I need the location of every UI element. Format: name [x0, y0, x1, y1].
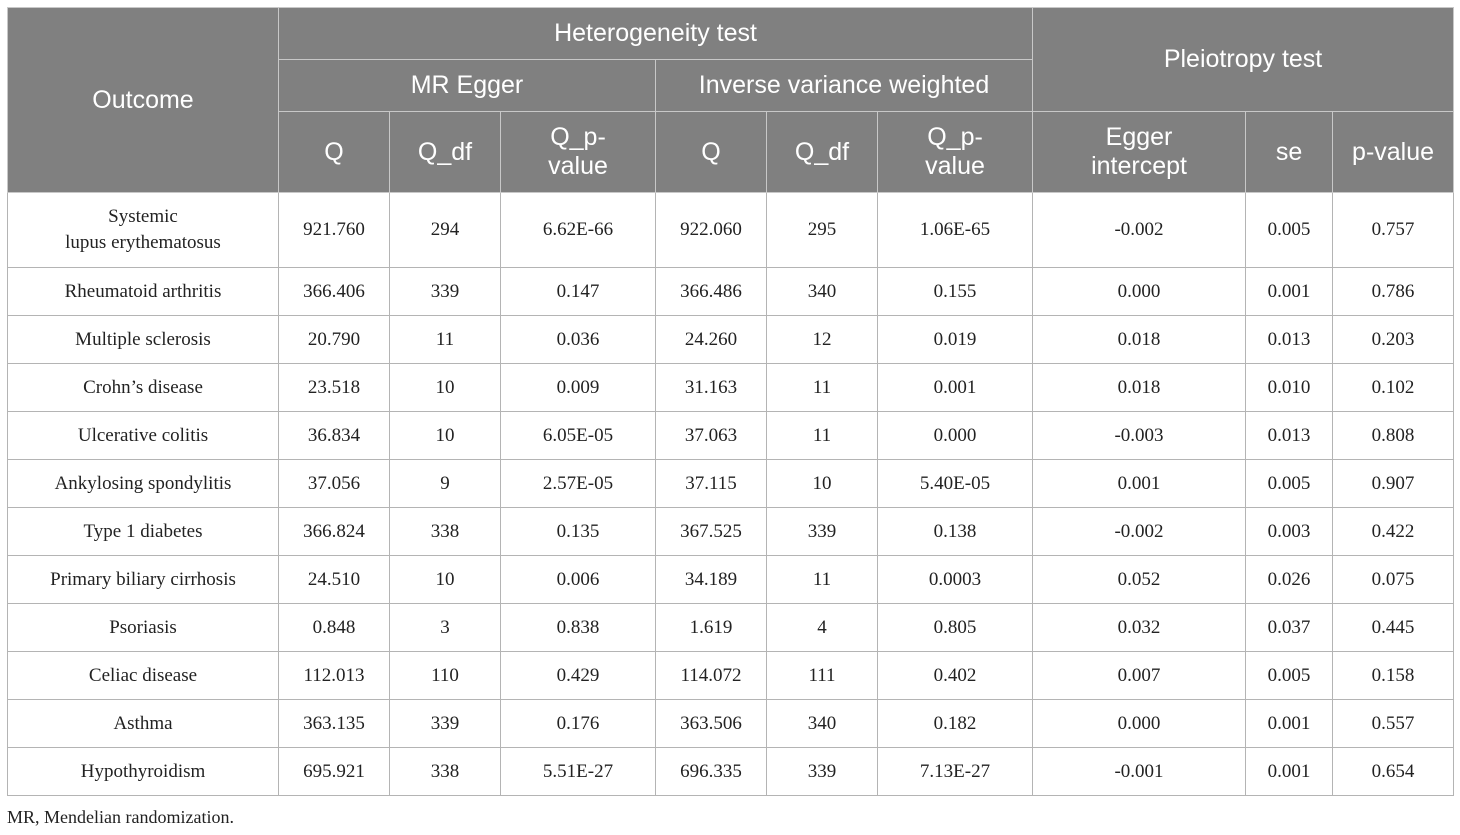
egger-q-cell: 24.510: [279, 556, 390, 604]
ivw-q-df-cell: 11: [767, 556, 878, 604]
egger-intercept-cell: -0.002: [1033, 193, 1246, 268]
egger-q-cell: 921.760: [279, 193, 390, 268]
header-egger-q-p-value: Q_p- value: [501, 112, 656, 193]
egger-intercept-cell: 0.007: [1033, 652, 1246, 700]
outcome-cell: Ankylosing spondylitis: [8, 460, 279, 508]
table-row: [8, 700, 1454, 748]
egger-intercept-cell: 0.018: [1033, 316, 1246, 364]
ivw-q-cell: 24.260: [656, 316, 767, 364]
egger-q-df-cell: 338: [390, 748, 501, 796]
header-ivw-q-p-value: Q_p- value: [878, 112, 1033, 193]
ivw-q-df-cell: 295: [767, 193, 878, 268]
ivw-q-cell: 31.163: [656, 364, 767, 412]
egger-q-cell: 23.518: [279, 364, 390, 412]
ivw-q-cell: 37.063: [656, 412, 767, 460]
outcome-cell: Ulcerative colitis: [8, 412, 279, 460]
ivw-q-cell: 367.525: [656, 508, 767, 556]
ivw-q-p-value-cell: 0.155: [878, 268, 1033, 316]
se-cell: 0.013: [1246, 412, 1333, 460]
header-mr-egger: MR Egger: [279, 60, 656, 112]
egger-q-cell: 37.056: [279, 460, 390, 508]
egger-q-p-value-cell: 0.176: [501, 700, 656, 748]
outcome-cell: Type 1 diabetes: [8, 508, 279, 556]
egger-q-cell: 0.848: [279, 604, 390, 652]
ivw-q-df-cell: 12: [767, 316, 878, 364]
header-ivw-q: Q: [656, 112, 767, 193]
se-cell: 0.001: [1246, 268, 1333, 316]
p-value-cell: 0.808: [1333, 412, 1454, 460]
egger-q-df-cell: 9: [390, 460, 501, 508]
ivw-q-cell: 696.335: [656, 748, 767, 796]
table-row: [8, 193, 1454, 268]
ivw-q-df-cell: 340: [767, 700, 878, 748]
egger-intercept-cell: 0.001: [1033, 460, 1246, 508]
egger-q-p-value-cell: 0.838: [501, 604, 656, 652]
ivw-q-df-cell: 339: [767, 508, 878, 556]
ivw-q-p-value-cell: 0.019: [878, 316, 1033, 364]
table-header: [8, 8, 1454, 193]
ivw-q-p-value-cell: 0.402: [878, 652, 1033, 700]
ivw-q-df-cell: 10: [767, 460, 878, 508]
egger-intercept-cell: -0.003: [1033, 412, 1246, 460]
ivw-q-p-value-cell: 7.13E-27: [878, 748, 1033, 796]
outcome-cell: Crohn’s disease: [8, 364, 279, 412]
ivw-q-df-cell: 111: [767, 652, 878, 700]
se-cell: 0.013: [1246, 316, 1333, 364]
ivw-q-cell: 34.189: [656, 556, 767, 604]
header-outcome: Outcome: [8, 8, 279, 193]
egger-q-df-cell: 10: [390, 412, 501, 460]
ivw-q-df-cell: 11: [767, 412, 878, 460]
header-egger-intercept: Egger intercept: [1033, 112, 1246, 193]
table-row: [8, 604, 1454, 652]
egger-q-df-cell: 3: [390, 604, 501, 652]
p-value-cell: 0.786: [1333, 268, 1454, 316]
ivw-q-p-value-cell: 0.001: [878, 364, 1033, 412]
egger-q-p-value-cell: 0.009: [501, 364, 656, 412]
egger-intercept-cell: 0.000: [1033, 268, 1246, 316]
p-value-cell: 0.557: [1333, 700, 1454, 748]
table-body: [8, 193, 1454, 796]
se-cell: 0.001: [1246, 748, 1333, 796]
table-row: [8, 412, 1454, 460]
results-table: [7, 7, 1454, 796]
egger-q-cell: 695.921: [279, 748, 390, 796]
table-row: [8, 748, 1454, 796]
header-inverse-variance-weighted: Inverse variance weighted: [656, 60, 1033, 112]
outcome-cell: Celiac disease: [8, 652, 279, 700]
table-footnote: MR, Mendelian randomization.: [7, 807, 234, 827]
table-row: [8, 652, 1454, 700]
egger-q-df-cell: 339: [390, 268, 501, 316]
header-p-value: p-value: [1333, 112, 1454, 193]
table-row: [8, 508, 1454, 556]
ivw-q-cell: 363.506: [656, 700, 767, 748]
p-value-cell: 0.422: [1333, 508, 1454, 556]
egger-q-df-cell: 338: [390, 508, 501, 556]
egger-intercept-cell: -0.001: [1033, 748, 1246, 796]
p-value-cell: 0.102: [1333, 364, 1454, 412]
ivw-q-p-value-cell: 0.805: [878, 604, 1033, 652]
ivw-q-df-cell: 339: [767, 748, 878, 796]
egger-q-p-value-cell: 6.62E-66: [501, 193, 656, 268]
table-row: [8, 460, 1454, 508]
ivw-q-cell: 1.619: [656, 604, 767, 652]
egger-q-p-value-cell: 0.429: [501, 652, 656, 700]
egger-q-df-cell: 10: [390, 556, 501, 604]
header-ivw-q-df: Q_df: [767, 112, 878, 193]
egger-q-cell: 36.834: [279, 412, 390, 460]
egger-q-p-value-cell: 2.57E-05: [501, 460, 656, 508]
ivw-q-p-value-cell: 0.0003: [878, 556, 1033, 604]
header-pleiotropy-test: Pleiotropy test: [1033, 8, 1454, 112]
egger-q-p-value-cell: 0.006: [501, 556, 656, 604]
ivw-q-cell: 366.486: [656, 268, 767, 316]
egger-q-p-value-cell: 6.05E-05: [501, 412, 656, 460]
outcome-cell: Primary biliary cirrhosis: [8, 556, 279, 604]
egger-q-p-value-cell: 0.036: [501, 316, 656, 364]
se-cell: 0.026: [1246, 556, 1333, 604]
egger-q-cell: 20.790: [279, 316, 390, 364]
outcome-cell: Systemic lupus erythematosus: [8, 193, 279, 268]
se-cell: 0.037: [1246, 604, 1333, 652]
header-egger-q: Q: [279, 112, 390, 193]
egger-q-df-cell: 339: [390, 700, 501, 748]
p-value-cell: 0.075: [1333, 556, 1454, 604]
egger-q-df-cell: 10: [390, 364, 501, 412]
p-value-cell: 0.654: [1333, 748, 1454, 796]
egger-q-cell: 366.824: [279, 508, 390, 556]
outcome-cell: Hypothyroidism: [8, 748, 279, 796]
se-cell: 0.001: [1246, 700, 1333, 748]
ivw-q-cell: 114.072: [656, 652, 767, 700]
egger-q-cell: 363.135: [279, 700, 390, 748]
ivw-q-p-value-cell: 0.138: [878, 508, 1033, 556]
se-cell: 0.005: [1246, 193, 1333, 268]
ivw-q-p-value-cell: 0.000: [878, 412, 1033, 460]
egger-q-p-value-cell: 5.51E-27: [501, 748, 656, 796]
header-egger-q-df: Q_df: [390, 112, 501, 193]
p-value-cell: 0.757: [1333, 193, 1454, 268]
se-cell: 0.010: [1246, 364, 1333, 412]
se-cell: 0.005: [1246, 652, 1333, 700]
ivw-q-p-value-cell: 0.182: [878, 700, 1033, 748]
table-row: [8, 364, 1454, 412]
header-heterogeneity-test: Heterogeneity test: [279, 8, 1033, 60]
outcome-cell: Multiple sclerosis: [8, 316, 279, 364]
se-cell: 0.003: [1246, 508, 1333, 556]
egger-intercept-cell: 0.052: [1033, 556, 1246, 604]
egger-q-df-cell: 110: [390, 652, 501, 700]
p-value-cell: 0.445: [1333, 604, 1454, 652]
egger-q-df-cell: 11: [390, 316, 501, 364]
egger-q-cell: 112.013: [279, 652, 390, 700]
egger-intercept-cell: 0.032: [1033, 604, 1246, 652]
p-value-cell: 0.158: [1333, 652, 1454, 700]
outcome-cell: Rheumatoid arthritis: [8, 268, 279, 316]
p-value-cell: 0.907: [1333, 460, 1454, 508]
ivw-q-df-cell: 340: [767, 268, 878, 316]
table-row: [8, 316, 1454, 364]
outcome-cell: Psoriasis: [8, 604, 279, 652]
egger-intercept-cell: 0.000: [1033, 700, 1246, 748]
ivw-q-df-cell: 11: [767, 364, 878, 412]
ivw-q-p-value-cell: 5.40E-05: [878, 460, 1033, 508]
header-se: se: [1246, 112, 1333, 193]
egger-intercept-cell: 0.018: [1033, 364, 1246, 412]
egger-q-df-cell: 294: [390, 193, 501, 268]
egger-q-p-value-cell: 0.147: [501, 268, 656, 316]
se-cell: 0.005: [1246, 460, 1333, 508]
egger-q-cell: 366.406: [279, 268, 390, 316]
ivw-q-cell: 37.115: [656, 460, 767, 508]
ivw-q-cell: 922.060: [656, 193, 767, 268]
p-value-cell: 0.203: [1333, 316, 1454, 364]
egger-intercept-cell: -0.002: [1033, 508, 1246, 556]
egger-q-p-value-cell: 0.135: [501, 508, 656, 556]
ivw-q-p-value-cell: 1.06E-65: [878, 193, 1033, 268]
outcome-cell: Asthma: [8, 700, 279, 748]
table-row: [8, 556, 1454, 604]
table-row: [8, 268, 1454, 316]
ivw-q-df-cell: 4: [767, 604, 878, 652]
